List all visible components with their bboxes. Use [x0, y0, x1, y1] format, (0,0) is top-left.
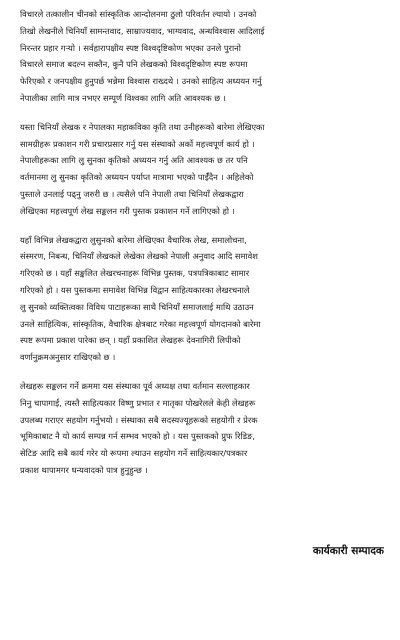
text-line: निनु चापागाईं, त्यस्तै साहित्यकार विष्णु प्रभात र मातृका पोखरेलले केही लेखहरू	[20, 397, 256, 408]
text-line: यहाँ विभिन्न लेखकद्वारा लुसुनको बारेमा लेखिएका वैचारिक लेख, समालोचना,	[20, 234, 247, 245]
text-line: फेरिएको र जनपक्षीय हुनुपर्छ भन्नेमा विश्वास राख्दथे । उनको साहित्य अध्ययन गर्नु	[20, 76, 262, 87]
text-line: लेखहरू सङ्कलन गर्ने क्रममा यस संस्थाका पूर्व अध्यक्ष तथा वर्तमान सल्लाहकार	[20, 380, 250, 391]
text-line: सामग्रीहरू प्रकाशन गरी प्रचारप्रसार गर्नु यस संस्थाको अर्को महत्त्वपूर्ण कार्य हो ।	[20, 138, 255, 149]
text-line: गरिएको छ । यहाँ सङ्कलित लेखरचनाहरू विभिन्न पुस्तक, पत्रपत्रिकाबाट सामार	[20, 268, 250, 279]
document-page	[20, 6, 384, 634]
text-line: लु सुनको व्यक्तित्वका विविध पाटाहरूका साथै चिनियाँ समाजलाई माथि उठाउन	[20, 301, 254, 312]
paragraph-4	[20, 378, 384, 479]
text-line: नेपालीका लागि मात्र नभएर सम्पूर्ण विश्वका लागि अति आवश्यक छ ।	[20, 92, 226, 103]
text-line: उपलब्ध गराएर सहयोग गर्नुभयो । संस्थाका सबै सदस्यज्यूहरूको सहयोगी र प्रेरक	[20, 414, 258, 425]
text-line: सेटिङ आदि सबै कार्य गरेर यो रूपमा ल्याउन सहयोग गर्ने साहित्यकार/पत्रकार	[20, 448, 248, 459]
paragraph-1	[20, 6, 384, 107]
signature-title: कार्यकारी सम्पादक	[312, 545, 384, 557]
text-line: निरन्तर प्रहार गऱ्यो । सर्वहारापक्षीय स्पष्ट विश्वदृष्टिकोण भएका उनले पुरानो	[20, 42, 241, 53]
text-line: उनले साहित्यिक, सांस्कृतिक, वैचारिक क्षेत्रबाट गरेका महत्त्वपूर्ण योगदानको बारेमा	[20, 318, 261, 329]
text-line: तिखो लेखनीले चिनियाँ सामन्तवाद, साम्राज्यवाद, भाग्यवाद, अन्धविश्वास आदिलाई	[20, 25, 265, 36]
text-line: स्पष्ट रूपमा प्रकाश पारेका छन् । यहाँ प्रकाशित लेखहरू देवनागिरी लिपीको	[20, 335, 241, 346]
text-line: यस्ता चिनियाँ लेखक र नेपालका महाकविका कृति तथा उनीहरूको बारेमा लेखिएका	[20, 121, 265, 132]
text-line: वर्तमानमा लु सुनका कृतिको अध्ययन पर्याप्त मात्रामा भएको पाईँदैन । अहिलेको	[20, 172, 254, 183]
text-line: वर्णानुक्रमअनुसार राखिएको छ ।	[20, 352, 116, 363]
paragraph-3	[20, 232, 384, 366]
text-line: भूमिकाबाट नै यो कार्य सम्पन्न गर्न सम्भव भएको हो । यस पुस्तकको प्रुफ रिडिङ,	[20, 431, 256, 442]
text-line: पुस्ताले उनलाई पढ्नु जरुरी छ । त्यसैले पनि नेपाली तथा चिनियाँ लेखकद्वारा	[20, 188, 244, 199]
text-line: विचारले तत्कालीन चीनको सांस्कृतिक आन्दोलनमा ठुलो परिवर्तन ल्यायो । उनको	[20, 9, 257, 19]
text-line: प्रकाश थापामगर धन्यवादको पात्र हुनुहुन्छ ।	[20, 464, 148, 475]
text-line: गरिएको हो । यस पुस्तकमा समावेश विभिन्न विद्वान साहित्यकारका लेखरचनाले	[20, 284, 250, 295]
text-line: लेखिएका महत्त्वपूर्ण लेख सङ्कलन गरी पुस्तक प्रकाशन गर्ने लागिएको हो ।	[20, 205, 235, 216]
text-line: विचारले समाज बदल्न सक्तैन, कुनै पनि लेखकको विश्वदृष्टिकोण स्पष्ट रूपमा	[20, 59, 248, 70]
text-line: नेपालीहरूका लागि लु सुनका कृतिको अध्ययन गर्नु अति आवश्यक छ तर पनि	[20, 155, 248, 166]
text-line: संस्मरण, निबन्ध, चिनियाँ लेखकले लेखेका लेखको नेपाली अनुवाद आदि समावेश	[20, 251, 258, 262]
paragraph-2	[20, 119, 384, 220]
